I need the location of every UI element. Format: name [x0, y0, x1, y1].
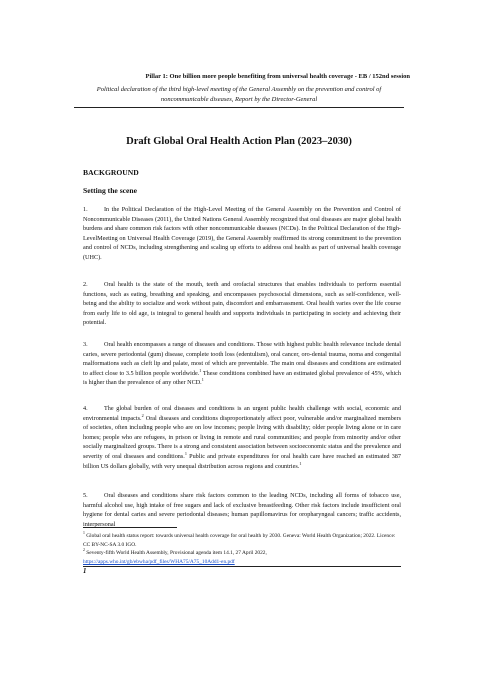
footnote-divider: [83, 527, 177, 528]
paragraph-number: 1.: [83, 206, 88, 213]
footnote-ref[interactable]: 1: [299, 460, 302, 466]
footnote-ref[interactable]: 1: [201, 377, 204, 383]
header-title: Pillar 1: One billion more people benefiting from universal health coverage - EB / 152nd session: [145, 73, 410, 80]
footnotes: [83, 532, 401, 566]
header-subtitle: Political declaration of the third high-level meeting of the General Assembly on the prevention and control of noncommunicable diseases, Report by the Director-General: [96, 86, 382, 103]
paragraph-text: Oral diseases and conditions share risk factors common to the leading NCDs, including all forms of tobacco use, harmful alcohol use, high intake of free sugars and lack of exclusive breastfeeding. Other risk factors include insufficient oral hygiene for dental caries and severe periodontal diseases; human papillomavirus for oropharyngeal cancers; traffic accidents, interpersonal: [83, 492, 401, 528]
paragraph-3: [83, 340, 401, 388]
footnote-link[interactable]: https://apps.who.int/gb/ebwha/pdf_files/WHA75/A75_10Add1-en.pdf: [83, 558, 235, 565]
footnote-1: [83, 532, 401, 549]
paragraph-text: Oral health encompasses a range of diseases and conditions. Those with highest public health relevance include dental caries, severe periodontal (gum) disease, complete tooth loss (edentulism), oral cancer, oro-dental trauma, noma and congenital malformations such as cleft lip and palate, most of which are preventable. The main oral diseases and conditions are estimated to affect close to 3.5 billion people worldwide.: [83, 341, 401, 377]
paragraph-text: The global burden of oral diseases and conditions is an urgent public health challenge with social, economic and environmental impacts.: [83, 405, 401, 422]
document-title: Draft Global Oral Health Action Plan (2023–2030): [126, 136, 352, 147]
footnote-ref[interactable]: 2: [141, 412, 144, 418]
paragraph-text: In the Political Declaration of the High-Level Meeting of the General Assembly on the Prevention and Control of Noncommunicable Diseases (2011), the United Nations General Assembly recognized that oral diseases are major global health burdens and share common risk factors with other noncommunicable diseases (NCDs). In the Political Declaration of the High-LevelMeeting on Universal Health Coverage (2019), the General Assembly reaffirmed its strong commitment to the prevention and control of NCDs, including strengthening and scaling up efforts to address oral health as part of universal health coverage (UHC).: [83, 206, 401, 261]
header-divider: [74, 107, 404, 108]
paragraph-2: [83, 280, 401, 328]
paragraph-text: Public and private expenditures for oral health care have reached an estimated 387 billion US dollars globally, with very unequal distribution across regions and countries.: [83, 452, 401, 470]
footnote-2: [83, 549, 401, 566]
section-heading: BACKGROUND: [83, 168, 139, 177]
page-bottom-divider: [83, 566, 401, 567]
paragraph-text: Oral health is the state of the mouth, teeth and orofacial structures that enables individuals to perform essential functions, such as eating, breathing and speaking, and encompasses psychosocial dimensions, such as self-confidence, well-being and the ability to socialize and work without pain, discomfort and embarrassment. Oral health varies over the life course from early life to old age, is integral to general health and supports individuals in participating in society and achieving their potential.: [83, 281, 401, 327]
paragraph-5: [83, 491, 401, 529]
paragraph-number: 4.: [83, 405, 88, 412]
footnote-text: Seventy-fifth World Health Assembly, Provisional agenda item 14.1, 27 April 2022,: [84, 550, 267, 557]
paragraph-number: 5.: [83, 492, 88, 499]
paragraph-number: 2.: [83, 281, 88, 288]
footnote-ref[interactable]: 1: [184, 450, 187, 456]
page-number: 1: [83, 568, 87, 575]
paragraph-text: These conditions combined have an estimated global prevalence of 45%, which is higher than the prevalence of any other NCD.: [83, 369, 402, 387]
footnote-ref[interactable]: 1: [199, 367, 202, 373]
footnote-marker: 1: [83, 531, 85, 536]
footnote-marker: 2: [83, 548, 85, 553]
paragraph-number: 3.: [83, 341, 88, 348]
paragraph-text: Oral diseases and conditions disproportionately affect poor, vulnerable and/or marginalized members of societies, often including people who are on low incomes; people living with disability; older people living alone or in care homes; people who are refugees, in prison or living in remote and rural communities; and people from minority and/or other socially marginalized groups. There is a strong and consistent association between socioeconomic status and the prevalence and severity of oral diseases and conditions.: [83, 414, 402, 460]
sub-heading: Setting the scene: [83, 186, 137, 195]
paragraph-1: [83, 205, 401, 263]
paragraph-4: [83, 404, 401, 471]
footnote-text: Global oral health status report: towards universal health coverage for oral health by 2030. Geneva: World Health Organization; 2022. Licence: CC BY-NC-SA 3.0 IGO.: [83, 533, 396, 548]
